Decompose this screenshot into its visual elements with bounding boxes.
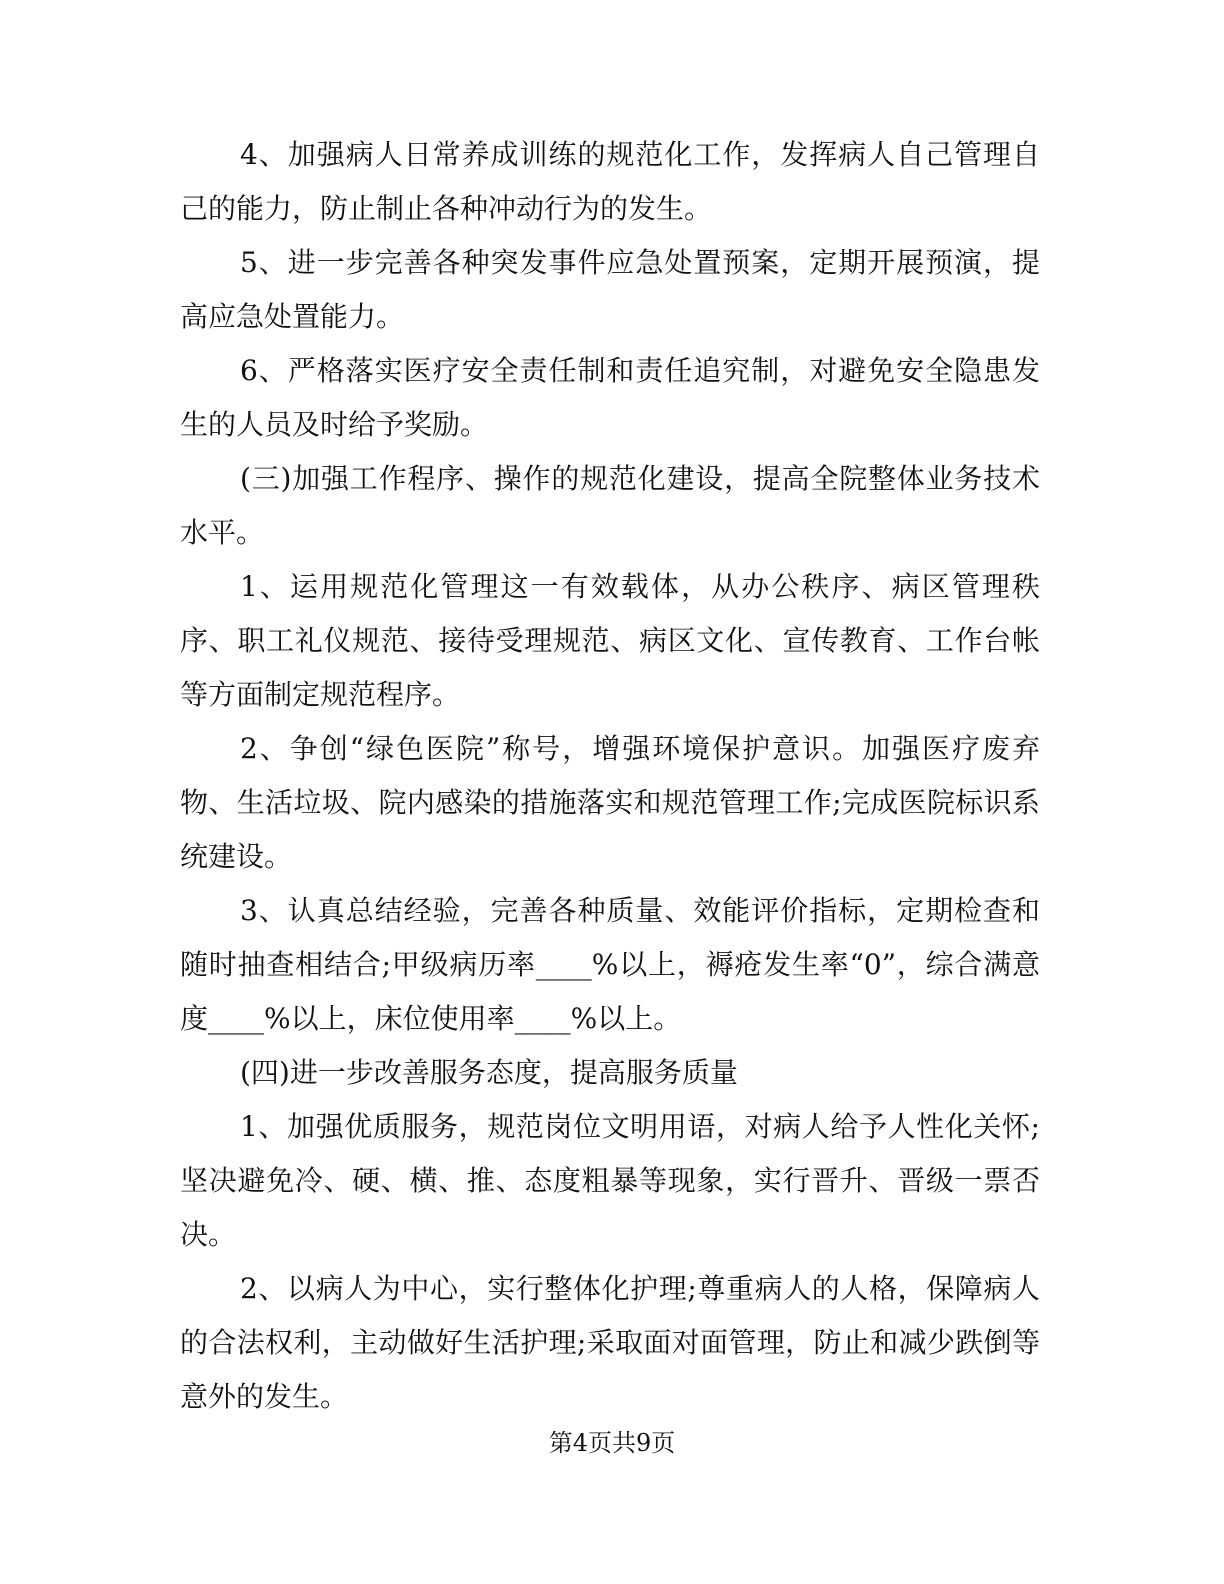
paragraph-item-1: 1、运用规范化管理这一有效载体，从办公秩序、病区管理秩序、职工礼仪规范、接待受理规范、病区文化、宣传教育、工作台帐等方面制定规范程序。 [180,570,1040,711]
paragraph-item-6: 6、严格落实医疗安全责任制和责任追究制，对避免安全隐患发生的人员及时给予奖励。 [180,354,1040,441]
paragraph-service-2: 2、以病人为中心，实行整体化护理;尊重病人的人格，保障病人的合法权利，主动做好生活护理;采取面对面管理，防止和减少跌倒等意外的发生。 [180,1272,1040,1413]
section-heading-4: (四)进一步改善服务态度，提高服务质量 [240,1056,738,1089]
paragraph-item-5: 5、进一步完善各种突发事件应急处置预案，定期开展预演，提高应急处置能力。 [180,246,1040,333]
paragraph-service-1: 1、加强优质服务，规范岗位文明用语，对病人给予人性化关怀;坚决避免冷、硬、横、推、态度粗暴等现象，实行晋升、晋级一票否决。 [180,1110,1040,1251]
section-heading-3: (三)加强工作程序、操作的规范化建设，提高全院整体业务技术水平。 [180,462,1040,549]
page-number-footer: 第4页共9页 [548,1429,676,1457]
document-body [180,128,1040,1424]
paragraph-item-2: 2、争创“绿色医院”称号，增强环境保护意识。加强医疗废弃物、生活垃圾、院内感染的措施落实和规范管理工作;完成医院标识系统建设。 [180,732,1040,873]
paragraph-item-4: 4、加强病人日常养成训练的规范化工作，发挥病人自己管理自己的能力，防止制止各种冲动行为的发生。 [180,138,1040,225]
paragraph-item-3: 3、认真总结经验，完善各种质量、效能评价指标，定期检查和随时抽查相结合;甲级病历率____%以上，褥疮发生率“0”，综合满意度____%以上，床位使用率____%以上。 [180,894,1040,1035]
